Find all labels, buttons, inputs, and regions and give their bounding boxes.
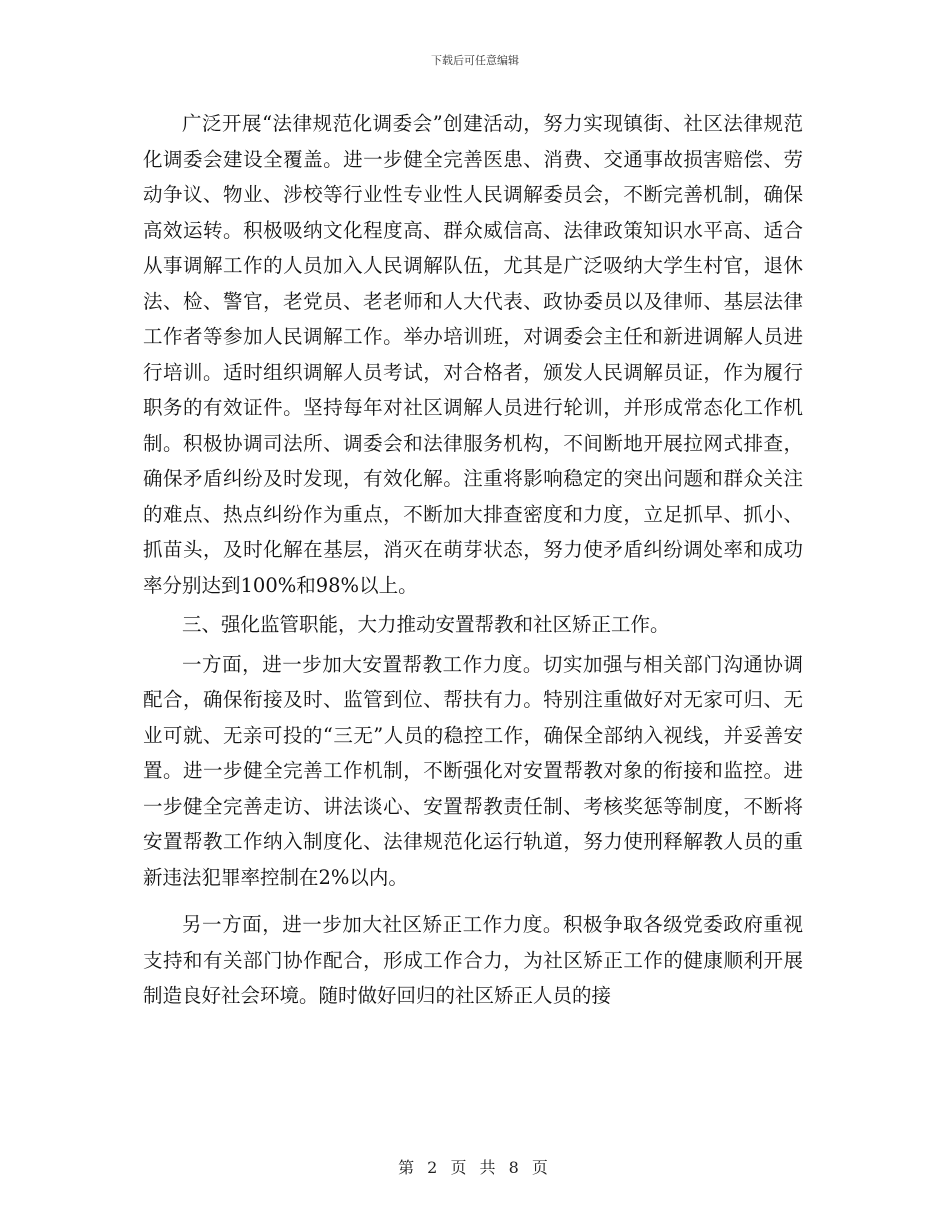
paragraph-community-correction: 另一方面，进一步加大社区矫正工作力度。积极争取各级党委政府重视支持和有关部门协作配合，形成工作合力，为社区矫正工作的健康顺利开展制造良好社会环境。随时做好回归的社区矫正人员的接 xyxy=(143,913,803,1007)
document-body xyxy=(143,106,803,1018)
paragraph-mediation: 广泛开展“法律规范化调委会”创建活动，努力实现镇街、社区法律规范化调委会建设全覆盖。进一步健全完善医患、消费、交通事故损害赔偿、劳动争议、物业、涉校等行业性专业性人民调解委员会，不断完善机制，确保高效运转。积极吸纳文化程度高、群众威信高、法律政策知识水平高、适合从事调解工作的人员加入人民调解队伍，尤其是广泛吸纳大学生村官，退休法、检、警官，老党员、老老师和人大代表、政协委员以及律师、基层法律工作者等参加人民调解工作。举办培训班，对调委会主任和新进调解人员进行培训。适时组织调解人员考试，对合格者，颁发人民调解员证，作为履行职务的有效证件。坚持每年对社区调解人员进行轮训，并形成常态化工作机制。积极协调司法所、调委会和法律服务机构，不间断地开展拉网式排查，确保矛盾纠纷及时发现，有效化解。注重将影响稳定的突出问题和群众关注的难点、热点纠纷作为重点，不断加大排查密度和力度，立足抓早、抓小、抓苗头，及时化解在基层，消灭在萌芽状态，努力使矛盾纠纷调处率和成功率分别达到100%和98%以上。 xyxy=(143,112,803,597)
page-header: 下载后可任意编辑 xyxy=(431,54,519,67)
paragraph-resettlement: 一方面，进一步加大安置帮教工作力度。切实加强与相关部门沟通协调配合，确保衔接及时、监管到位、帮扶有力。特别注重做好对无家可归、无业可就、无亲可投的“三无”人员的稳控工作，确保全部纳入视线，并妥善安置。进一步健全完善工作机制，不断强化对安置帮教对象的衔接和监控。进一步健全完善走访、讲法谈心、安置帮教责任制、考核奖惩等制度，不断将安置帮教工作纳入制度化、法律规范化运行轨道，努力使刑释解教人员的重新违法犯罪率控制在2%以内。 xyxy=(143,652,803,889)
page-footer: 第 2 页 共 8 页 xyxy=(398,1158,552,1177)
section-heading-supervision: 三、强化监管职能，大力推动安置帮教和社区矫正工作。 xyxy=(182,613,670,636)
